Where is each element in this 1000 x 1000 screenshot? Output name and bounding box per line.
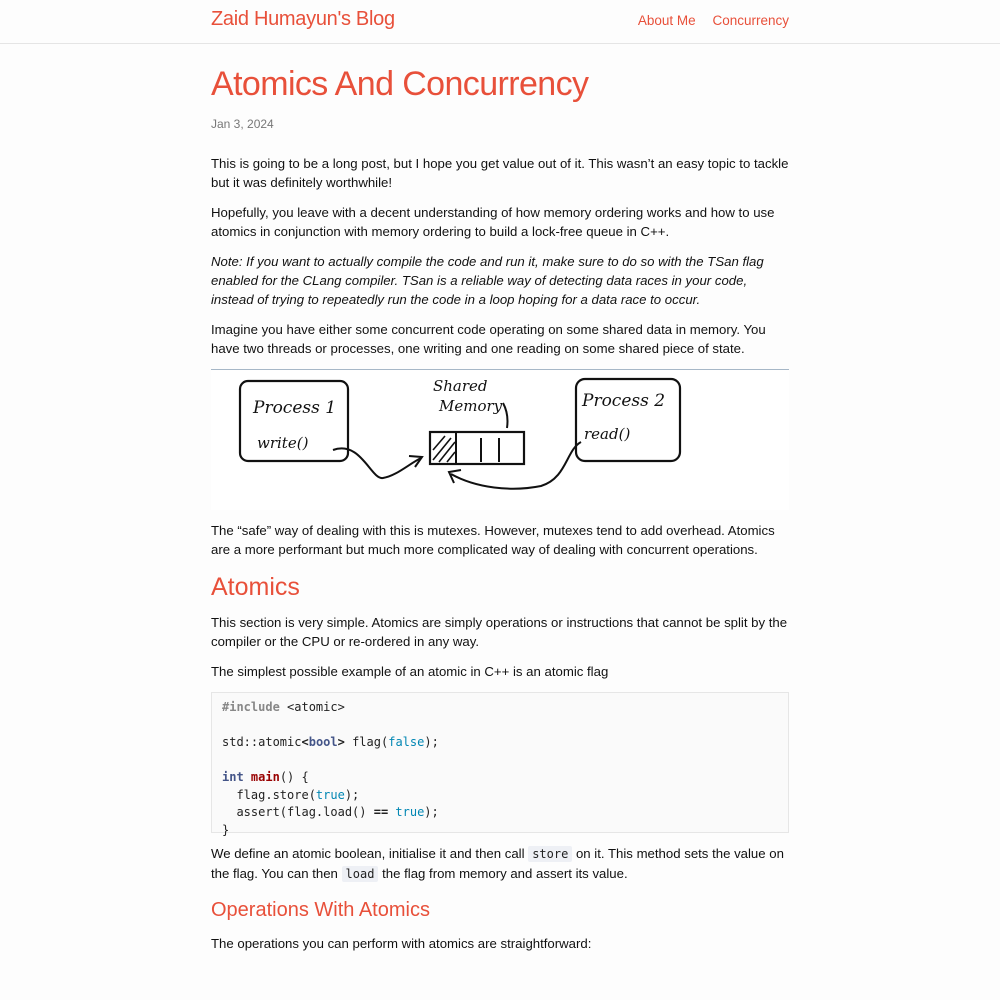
code-token: ); [424, 735, 439, 749]
code-token: std::atomic [222, 735, 302, 749]
process-1-call: write() [257, 434, 309, 452]
process-2-call: read() [584, 425, 631, 443]
code-token: true [388, 805, 425, 819]
code-token: bool [308, 735, 338, 749]
code-token: false [388, 735, 425, 749]
process-1-label: Process 1 [253, 398, 337, 418]
nav-link-about-me[interactable]: About Me [637, 13, 696, 28]
after-code-paragraph [211, 844, 789, 884]
intro-paragraph-2: Hopefully, you leave with a decent understanding of how memory ordering works and how to use atomics in conjunction with memory ordering to build a lock-free queue in C++. [211, 205, 775, 239]
code-token: ); [424, 805, 439, 819]
operations-paragraph-1: The operations you can perform with atomics are straightforward: [211, 936, 592, 951]
shared-memory-diagram [211, 369, 789, 510]
code-token: == [373, 805, 389, 819]
post-content [211, 44, 789, 953]
code-token: flag.store( [222, 787, 316, 802]
intro-paragraph-3: Imagine you have either some concurrent code operating on some shared data in memory. You have two threads or processes, one writing and one reading on some shared piece of state. [211, 322, 766, 356]
site-header [0, 0, 1000, 44]
read-arrow [451, 442, 581, 489]
inline-code-load: load [342, 866, 379, 882]
code-token: > [337, 735, 345, 749]
post-title: Atomics And Concurrency [211, 65, 589, 103]
site-nav [625, 13, 789, 28]
code-line: } [222, 822, 230, 837]
diagram-sketch [211, 370, 789, 510]
code-line-blank [222, 752, 778, 770]
code-token: int [222, 770, 244, 784]
code-line [222, 787, 778, 805]
text-span: the flag from memory and assert its value. [378, 866, 628, 881]
code-token: ); [344, 787, 360, 802]
code-block [211, 692, 789, 837]
code-token: < [301, 735, 309, 749]
text-span: We define an atomic boolean, initialise it and then call [211, 846, 529, 861]
code-token: assert(flag.load() [222, 805, 374, 819]
code-line [222, 699, 778, 717]
atomics-heading: Atomics [211, 573, 300, 601]
code-token: true [315, 787, 345, 802]
site-title-link[interactable]: Zaid Humayun's Blog [211, 8, 395, 30]
code-line-blank [222, 717, 778, 735]
nav-link-concurrency[interactable]: Concurrency [712, 13, 789, 28]
code-line [222, 769, 778, 787]
after-figure-paragraph: The “safe” way of dealing with this is mutexes. However, mutexes tend to add overhead. Atomics are a more performant but much more complicated way of dealing with concurrent operations. [211, 523, 775, 557]
memory-cell-hatched [433, 436, 455, 462]
code-token: #include [222, 700, 280, 714]
process-2-label: Process 2 [582, 391, 666, 411]
intro-paragraph-1: This is going to be a long post, but I hope you get value out of it. This wasn’t an easy topic to tackle but it was definitely worthwhile! [211, 156, 789, 190]
code-line [222, 734, 778, 752]
atomics-paragraph-2: The simplest possible example of an atomic in C++ is an atomic flag [211, 664, 609, 679]
shared-label-tail [503, 403, 508, 428]
post-date: Jan 3, 2024 [211, 117, 274, 131]
code-token: main [250, 770, 280, 784]
code-token: flag( [344, 735, 389, 749]
text-span: on it. This method sets the value on the flag. You can then [211, 846, 784, 881]
operations-heading: Operations With Atomics [211, 899, 430, 921]
inline-code-store: store [528, 846, 572, 862]
atomics-paragraph-1: This section is very simple. Atomics are simply operations or instructions that cannot be split by the compiler or the CPU or re-ordered in any way. [211, 615, 788, 649]
shared-label-line-1: Shared [433, 377, 488, 395]
shared-label-line-2: Memory [439, 397, 503, 415]
tsan-note: Note: If you want to actually compile the code and run it, make sure to do so with the TSan flag enabled for the CLang compiler. TSan is a reliable way of detecting data races in your code, instead of trying to repeatedly run the code in a loop hoping for a data race to occur. [211, 254, 764, 307]
code-token: () { [279, 770, 309, 784]
write-arrow [333, 448, 421, 478]
code-line [222, 804, 778, 822]
code-token: <atomic> [279, 700, 345, 714]
